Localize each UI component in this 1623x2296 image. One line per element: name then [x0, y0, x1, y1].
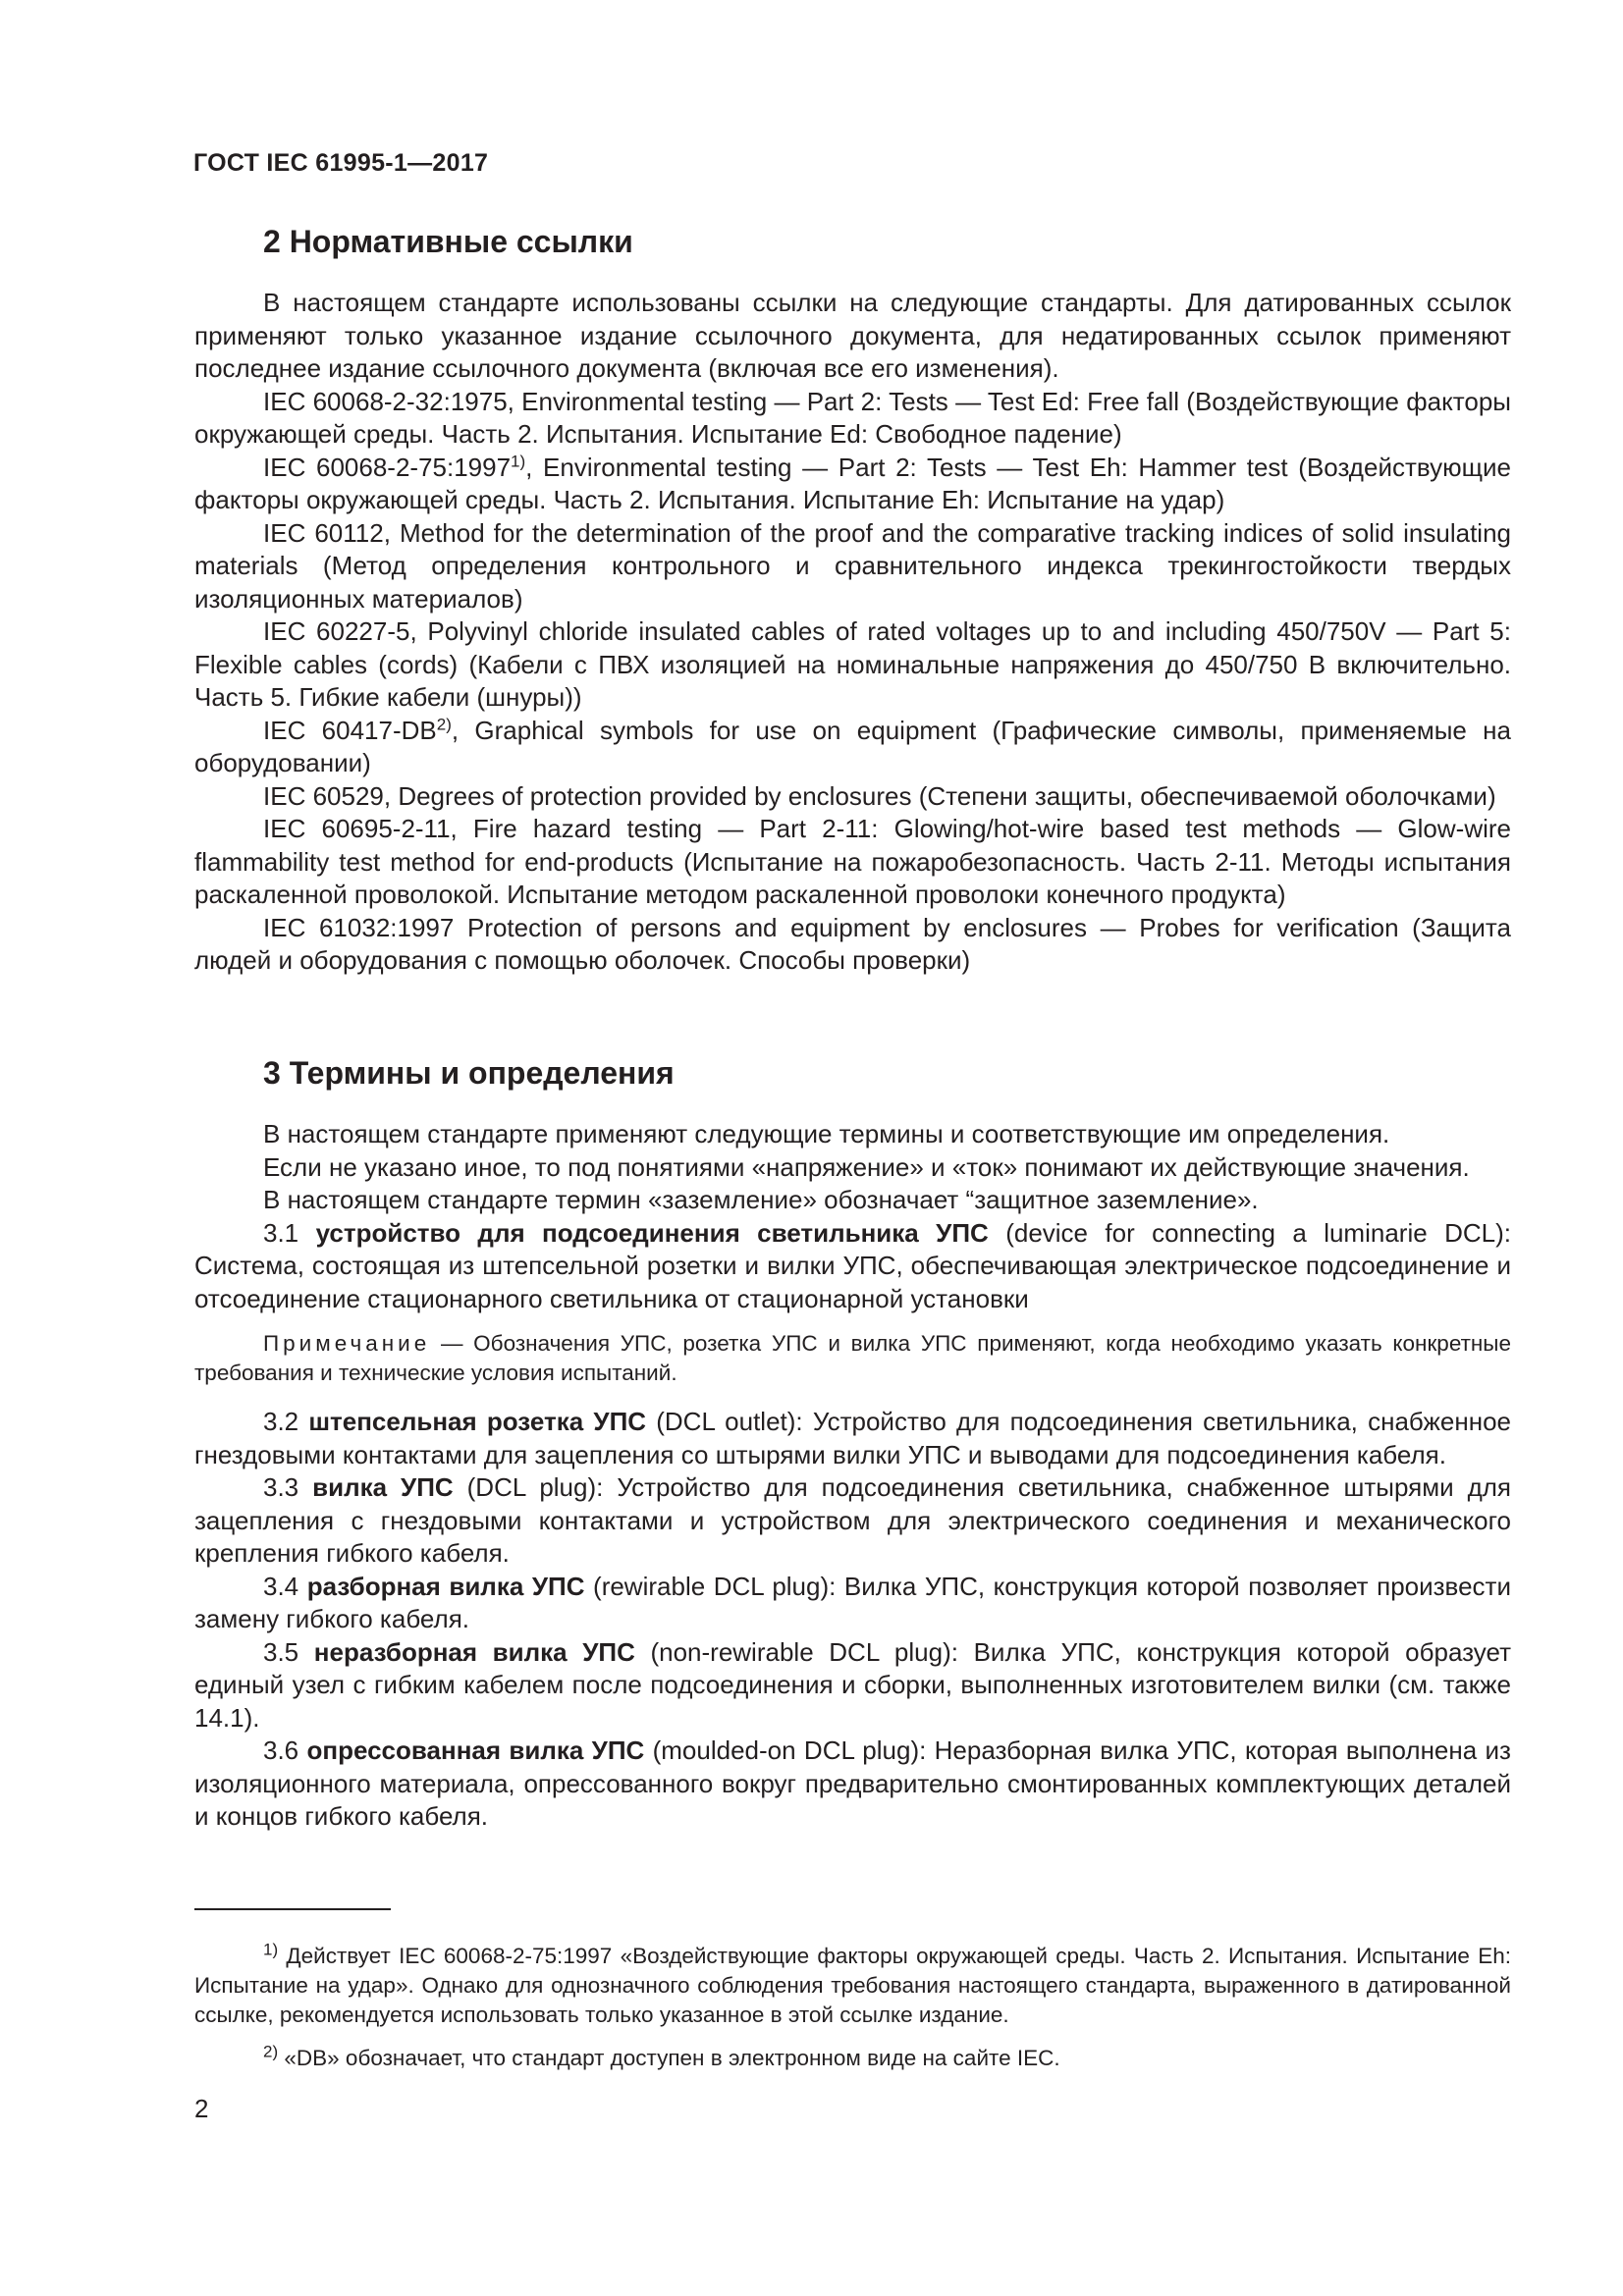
footnote-2: $^{2)}$ «DB» обозначает, что стандарт доступен в электронном виде на сайте IEC. — [263, 2042, 1060, 2070]
section-2-title: 2 Нормативные ссылки — [263, 224, 633, 259]
reference-iec-60227-5: IEC 60227-5, Polyvinyl chloride insulated cables of rated voltages up to and including 450/750V — Part 5: Flexible cables (cords) (Кабели с ПВХ изоляцией на номинальные напряжения до 450/750 В включительно. Часть 5. Гибкие кабели (шнуры)) — [194, 616, 1511, 712]
term-3-4: 3.4 разборная вилка УПС (rewirable DCL plug): Вилка УПС, конструкция которой позволяет произвести замену гибкого кабеля. — [194, 1571, 1511, 1633]
footnote-1: $^{1)}$ Действует IEC 60068-2-75:1997 «Воздействующие факторы окружающей среды. Часть 2. Испытания. Испытание Eh: Испытание на удар». Однако для однозначного соблюдения требования настоящего стандарта, выраженного в датированной ссылке, рекомендуется использовать только указанное в этой ссылке издание. — [194, 1940, 1511, 2027]
section-2-body — [194, 287, 1511, 978]
reference-iec-60695-2-11: IEC 60695-2-11, Fire hazard testing — Part 2-11: Glowing/hot-wire based test methods — Glow-wire flammability test method for end-products (Испытание на пожаробезопасность. Часть 2-11. Методы испытания раскаленной проволокой. Испытание методом раскаленной проволоки конечного продукта) — [194, 814, 1511, 909]
term-3-6: 3.6 опрессованная вилка УПС (moulded-on DCL plug): Неразборная вилка УПС, которая выполнена из изоляционного материала, опрессованного вокруг предварительно смонтированных комплектующих деталей и концов гибкого кабеля. — [194, 1735, 1511, 1831]
footnote-separator — [194, 1908, 391, 1910]
section-2-intro-paragraph: В настоящем стандарте использованы ссылки на следующие стандарты. Для датированных ссылок применяют только указанное издание ссылочного документа, для недатированных ссылок применяют последнее издание ссылочного документа (включая все его изменения). — [194, 288, 1511, 383]
footnote-ref-1: 1) — [511, 451, 526, 470]
reference-iec-60112: IEC 60112, Method for the determination of the proof and the comparative tracking indices of solid insulating materials (Метод определения контрольного и сравнительного индекса трекингостойкости твердых изоляционных материалов) — [194, 517, 1511, 614]
reference-iec-61032: IEC 61032:1997 Protection of persons and equipment by enclosures — Probes for verification (Защита людей и оборудования с помощью оболочек. Способы проверки) — [194, 912, 1511, 975]
footnotes — [194, 1942, 1511, 2087]
term-3-5: 3.5 неразборная вилка УПС (non-rewirable DCL plug): Вилка УПС, конструкция которой образует единый узел с гибким кабелем после подсоединения и сборки, выполненных изготовителем вилки (см. также 14.1). — [194, 1636, 1511, 1733]
term-3-2: 3.2 штепсельная розетка УПС (DCL outlet): Устройство для подсоединения светильника, снабженное гнездовыми контактами для зацепления со штырями вилки УПС и выводами для подсоединения кабеля. — [194, 1407, 1511, 1469]
term-3-3: 3.3 вилка УПС (DCL plug): Устройство для подсоединения светильника, снабженное штырями для зацепления с гнездовыми контактами и устройством для электрического соединения и механического крепления гибкого кабеля. — [194, 1472, 1511, 1568]
reference-iec-60529: IEC 60529, Degrees of protection provided by enclosures (Степени защиты, обеспечиваемой оболочками) — [263, 780, 1496, 811]
page-number: 2 — [194, 2094, 209, 2123]
section-3-body — [194, 1118, 1511, 1834]
section-3-title: 3 Термины и определения — [263, 1055, 675, 1091]
footnote-ref-2: 2) — [436, 714, 452, 733]
term-3-1: 3.1 устройство для подсоединения светильника УПС (device for connecting a luminarie DCL): Система, состоящая из штепсельной розетки и вилки УПС, обеспечивающая электрическое подсоединение и отсоединение стационарного светильника от стационарной установки — [194, 1217, 1511, 1313]
section-3-intro-3: В настоящем стандарте термин «заземление» обозначает “защитное заземление». — [263, 1185, 1259, 1214]
reference-iec-60068-2-32: IEC 60068-2-32:1975, Environmental testing — Part 2: Tests — Test Ed: Free fall (Воздействующие факторы окружающей среды. Часть 2. Испытания. Испытание Ed: Свободное падение) — [194, 386, 1511, 449]
document-code-header: ГОСТ IEC 61995-1—2017 — [193, 149, 489, 177]
reference-iec-60417-db: IEC 60417-DB$^{2)}$, Graphical symbols for use on equipment (Графические символы, применяемые на оборудовании) — [194, 714, 1511, 777]
section-3-intro-1: В настоящем стандарте применяют следующие термины и соответствующие им определения. — [263, 1119, 1390, 1148]
reference-iec-60068-2-75: IEC 60068-2-75:1997$^{1)}$, Environmental testing — Part 2: Tests — Test Eh: Hammer test (Воздействующие факторы окружающей среды. Часть 2. Испытания. Испытание Eh: Испытание на удар) — [194, 451, 1511, 514]
term-3-1-note: Примечание — Обозначения УПС, розетка УПС и вилка УПС применяют, когда необходимо указать конкретные требования и технические условия испытаний. — [194, 1331, 1511, 1385]
section-3-intro-2: Если не указано иное, то под понятиями «напряжение» и «ток» понимают их действующие значения. — [263, 1151, 1470, 1182]
